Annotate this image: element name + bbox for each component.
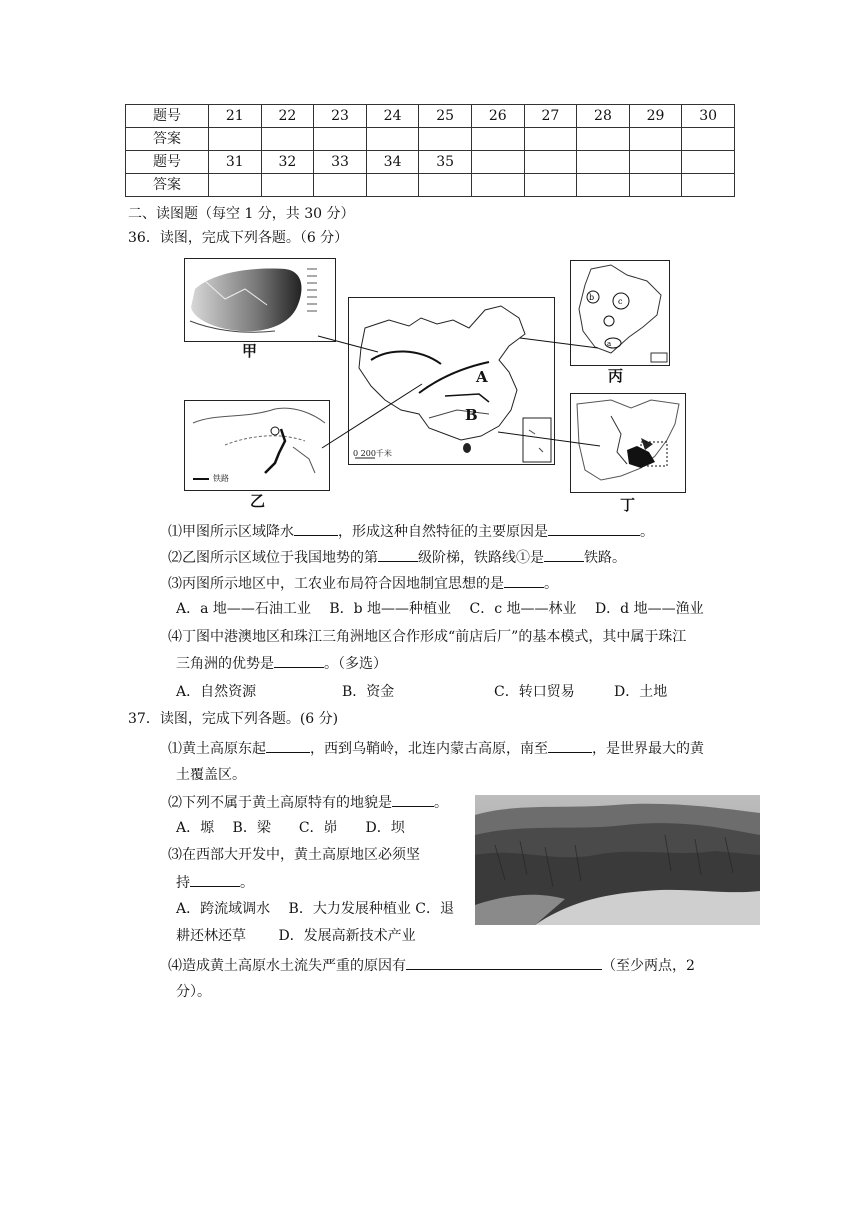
q37-3-line1: ⑶在西部大开发中，黄土高原地区必须坚	[168, 847, 420, 863]
answer-blank[interactable]	[406, 955, 602, 970]
table-cell: 22	[261, 105, 314, 128]
table-cell: 31	[209, 151, 262, 174]
railway-legend: 铁路	[213, 474, 229, 483]
q36-4-option-b: B．资金	[342, 684, 395, 700]
q36-1: ⑴甲图所示区域降水 ，形成这种自然特征的主要原因是 。	[168, 521, 654, 542]
table-cell: 32	[261, 151, 314, 174]
map-label-bing: 丙	[608, 367, 624, 385]
table-cell: 23	[314, 105, 367, 128]
answer-blank[interactable]	[548, 738, 592, 753]
q36-3-options: A．a 地——石油工业 B．b 地——种植业 C．c 地——林业 D．d 地——渔业	[176, 601, 704, 617]
map-label-yi: 乙	[250, 492, 266, 510]
question-36-title: 36．读图，完成下列各题。（6 分）	[128, 230, 349, 246]
row-header: 题号	[126, 151, 209, 174]
table-cell: 30	[682, 105, 735, 128]
loess-photo-graphic	[475, 795, 760, 925]
region-label-b: B	[465, 406, 478, 424]
map-label-ding: 丁	[620, 496, 636, 514]
q37-3-options-line2: 耕还林还草 D．发展高新技术产业	[176, 928, 416, 944]
answer-blank[interactable]	[544, 547, 584, 562]
q37-2-options: A．塬 B．梁 C．峁 D．坝	[176, 820, 405, 836]
answer-blank[interactable]	[548, 521, 640, 536]
q36-4-option-d: D．土地	[614, 684, 668, 700]
map-scale: 0 200千米	[353, 449, 392, 458]
table-cell: 21	[209, 105, 262, 128]
q37-3-line2: 持 。	[176, 872, 254, 893]
table-cell: 26	[471, 105, 524, 128]
table-cell: 29	[629, 105, 682, 128]
answer-blank[interactable]	[392, 792, 434, 807]
q37-2: ⑵下列不属于黄土高原特有的地貌是 。	[168, 792, 448, 813]
table-cell: 34	[366, 151, 419, 174]
table-cell: 33	[314, 151, 367, 174]
q37-3-options-line1: A．跨流域调水 B．大力发展种植业 C．退	[176, 901, 455, 917]
q36-2: ⑵乙图所示区域位于我国地势的第 级阶梯，铁路线①是 铁路。	[168, 547, 626, 568]
q36-3: ⑶丙图所示地区中，工农业布局符合因地制宜思想的是 。	[168, 573, 558, 594]
connector-lines	[0, 0, 860, 520]
q36-4-line1: ⑷丁图中港澳地区和珠江三角洲地区合作形成“前店后厂”的基本模式，其中属于珠江	[168, 629, 687, 645]
q36-4-option-c: C．转口贸易	[494, 684, 575, 700]
q37-4-line2: 分）。	[176, 984, 211, 1000]
svg-text:b: b	[589, 293, 595, 302]
q37-4: ⑷造成黄土高原水土流失严重的原因有 （至少两点，2	[168, 955, 695, 976]
row-header: 答案	[126, 128, 209, 151]
map-label-jia: 甲	[242, 342, 258, 360]
answer-blank[interactable]	[504, 573, 544, 588]
answer-blank[interactable]	[190, 872, 240, 887]
table-cell: 27	[524, 105, 577, 128]
loess-plateau-photo	[475, 795, 760, 925]
table-cell: 25	[419, 105, 472, 128]
q36-4-option-a: A．自然资源	[176, 684, 257, 700]
row-header: 答案	[126, 174, 209, 197]
table-cell: 28	[577, 105, 630, 128]
row-header: 题号	[126, 105, 209, 128]
question-37-title: 37．读图，完成下列各题。(6 分)	[128, 711, 339, 727]
q37-1-line2: 土覆盖区。	[176, 767, 246, 783]
svg-text:c: c	[618, 297, 623, 306]
svg-text:a: a	[607, 340, 612, 348]
table-cell: 24	[366, 105, 419, 128]
answer-blank[interactable]	[294, 521, 338, 536]
q37-1: ⑴黄土高原东起 ，西到乌鞘岭，北连内蒙古高原，南至 ，是世界最大的黄	[168, 738, 704, 759]
table-cell: 35	[419, 151, 472, 174]
answer-blank[interactable]	[274, 653, 324, 668]
q36-4-line2: 三角洲的优势是 。（多选）	[176, 653, 387, 674]
answer-blank[interactable]	[378, 547, 418, 562]
region-label-a: A	[476, 368, 488, 386]
answer-blank[interactable]	[266, 738, 310, 753]
section-title: 二、读图题（每空 1 分，共 30 分）	[128, 206, 355, 222]
